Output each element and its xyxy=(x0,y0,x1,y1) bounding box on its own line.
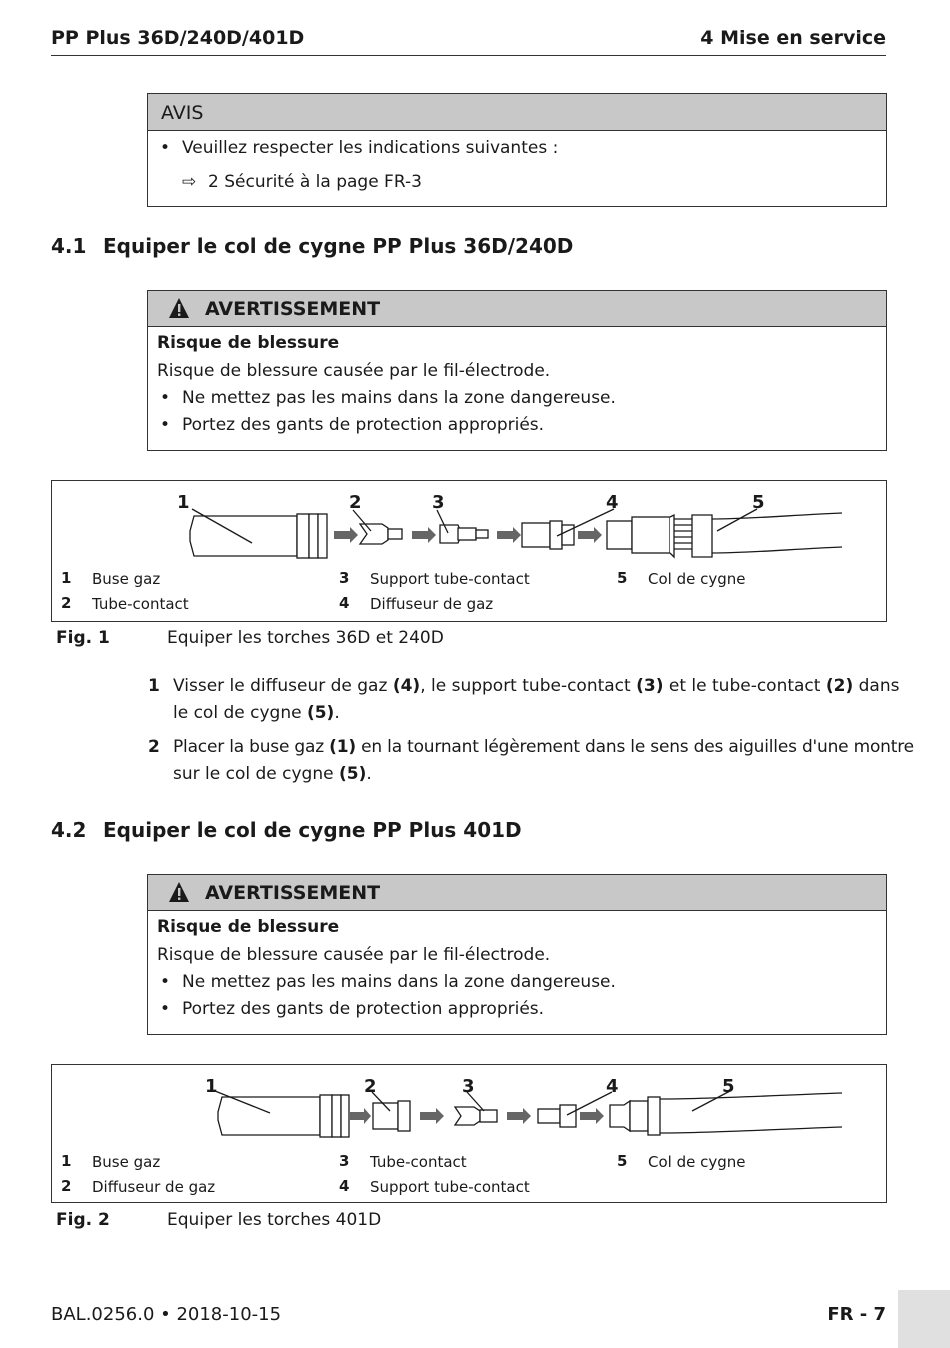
notice-arrow-icon: ⇨ xyxy=(182,172,197,192)
footer-document-id: BAL.0256.0 • 2018-10-15 xyxy=(51,1304,282,1325)
figure-2 xyxy=(51,1064,887,1203)
figure-callout: 4 xyxy=(606,492,619,513)
legend-label: Buse gaz xyxy=(92,570,161,588)
legend-number: 4 xyxy=(339,594,350,612)
warning-subtitle: Risque de blessure xyxy=(157,917,340,937)
legend-label: Tube-contact xyxy=(92,595,189,613)
warning-triangle-icon xyxy=(168,297,190,319)
legend-number: 1 xyxy=(61,1152,72,1170)
warning-bullet-text: Ne mettez pas les mains dans la zone dangereuse. xyxy=(182,972,616,992)
warning-text: Risque de blessure causée par le fil-électrode. xyxy=(157,361,551,381)
warning-box xyxy=(147,874,887,1035)
warning-subtitle: Risque de blessure xyxy=(157,333,340,353)
figure-1-illustration xyxy=(52,481,885,571)
step-text: Visser le diffuseur de gaz (4), le support tube-contact (3) et le tube-contact (2) dans xyxy=(173,676,900,696)
running-header-chapter: 4 Mise en service xyxy=(700,27,886,49)
notice-box xyxy=(147,93,887,207)
step-number: 2 xyxy=(148,737,160,757)
figure-callout: 5 xyxy=(752,492,765,513)
legend-label: Support tube-contact xyxy=(370,1178,530,1196)
figure-caption: Equiper les torches 36D et 240D xyxy=(167,628,444,648)
figure-2-illustration xyxy=(52,1065,885,1150)
notice-header xyxy=(148,94,886,131)
legend-number: 5 xyxy=(617,1152,628,1170)
figure-callout: 4 xyxy=(606,1076,619,1097)
step-text-line2: sur le col de cygne (5). xyxy=(173,764,372,784)
figure-callout: 1 xyxy=(205,1076,218,1097)
warning-triangle-icon xyxy=(168,881,190,903)
legend-number: 3 xyxy=(339,569,350,587)
figure-callout: 3 xyxy=(432,492,445,513)
warning-header xyxy=(148,291,886,327)
notice-title: AVIS xyxy=(161,102,204,124)
notice-bullet: • xyxy=(160,138,171,158)
legend-number: 1 xyxy=(61,569,72,587)
figure-caption-label: Fig. 2 xyxy=(56,1210,110,1230)
warning-bullet-text: Ne mettez pas les mains dans la zone dangereuse. xyxy=(182,388,616,408)
section-title: Equiper le col de cygne PP Plus 36D/240D xyxy=(103,234,574,258)
warning-bullet: • xyxy=(160,388,171,408)
legend-number: 4 xyxy=(339,1177,350,1195)
legend-number: 5 xyxy=(617,569,628,587)
legend-label: Col de cygne xyxy=(648,570,746,588)
legend-label: Col de cygne xyxy=(648,1153,746,1171)
warning-title: AVERTISSEMENT xyxy=(205,882,381,904)
figure-callout: 1 xyxy=(177,492,190,513)
step-text: Placer la buse gaz (1) en la tournant légèrement dans le sens des aiguilles d'une montre xyxy=(173,737,914,757)
legend-number: 3 xyxy=(339,1152,350,1170)
warning-box xyxy=(147,290,887,451)
page-edge-tab xyxy=(898,1290,950,1348)
notice-reference-link[interactable]: 2 Sécurité à la page FR-3 xyxy=(208,172,422,192)
warning-title: AVERTISSEMENT xyxy=(205,298,381,320)
section-number: 4.1 xyxy=(51,234,87,258)
warning-text: Risque de blessure causée par le fil-électrode. xyxy=(157,945,551,965)
figure-callout: 3 xyxy=(462,1076,475,1097)
figure-callout: 2 xyxy=(349,492,362,513)
legend-number: 2 xyxy=(61,1177,72,1195)
legend-label: Diffuseur de gaz xyxy=(370,595,494,613)
warning-bullet-text: Portez des gants de protection appropriés. xyxy=(182,415,545,435)
warning-bullet: • xyxy=(160,415,171,435)
legend-label: Tube-contact xyxy=(370,1153,467,1171)
step-number: 1 xyxy=(148,676,160,696)
step-text-line2: le col de cygne (5). xyxy=(173,703,340,723)
legend-number: 2 xyxy=(61,594,72,612)
page-number: FR - 7 xyxy=(827,1304,886,1325)
notice-item: Veuillez respecter les indications suivantes : xyxy=(182,138,559,158)
figure-1 xyxy=(51,480,887,622)
warning-bullet: • xyxy=(160,999,171,1019)
figure-callout: 5 xyxy=(722,1076,735,1097)
section-number: 4.2 xyxy=(51,818,87,842)
legend-label: Buse gaz xyxy=(92,1153,161,1171)
section-title: Equiper le col de cygne PP Plus 401D xyxy=(103,818,522,842)
warning-bullet-text: Portez des gants de protection appropriés. xyxy=(182,999,545,1019)
legend-label: Diffuseur de gaz xyxy=(92,1178,216,1196)
figure-caption-label: Fig. 1 xyxy=(56,628,110,648)
figure-callout: 2 xyxy=(364,1076,377,1097)
legend-label: Support tube-contact xyxy=(370,570,530,588)
warning-bullet: • xyxy=(160,972,171,992)
warning-header xyxy=(148,875,886,911)
figure-caption: Equiper les torches 401D xyxy=(167,1210,382,1230)
header-rule xyxy=(51,55,886,56)
running-header-title: PP Plus 36D/240D/401D xyxy=(51,27,305,49)
